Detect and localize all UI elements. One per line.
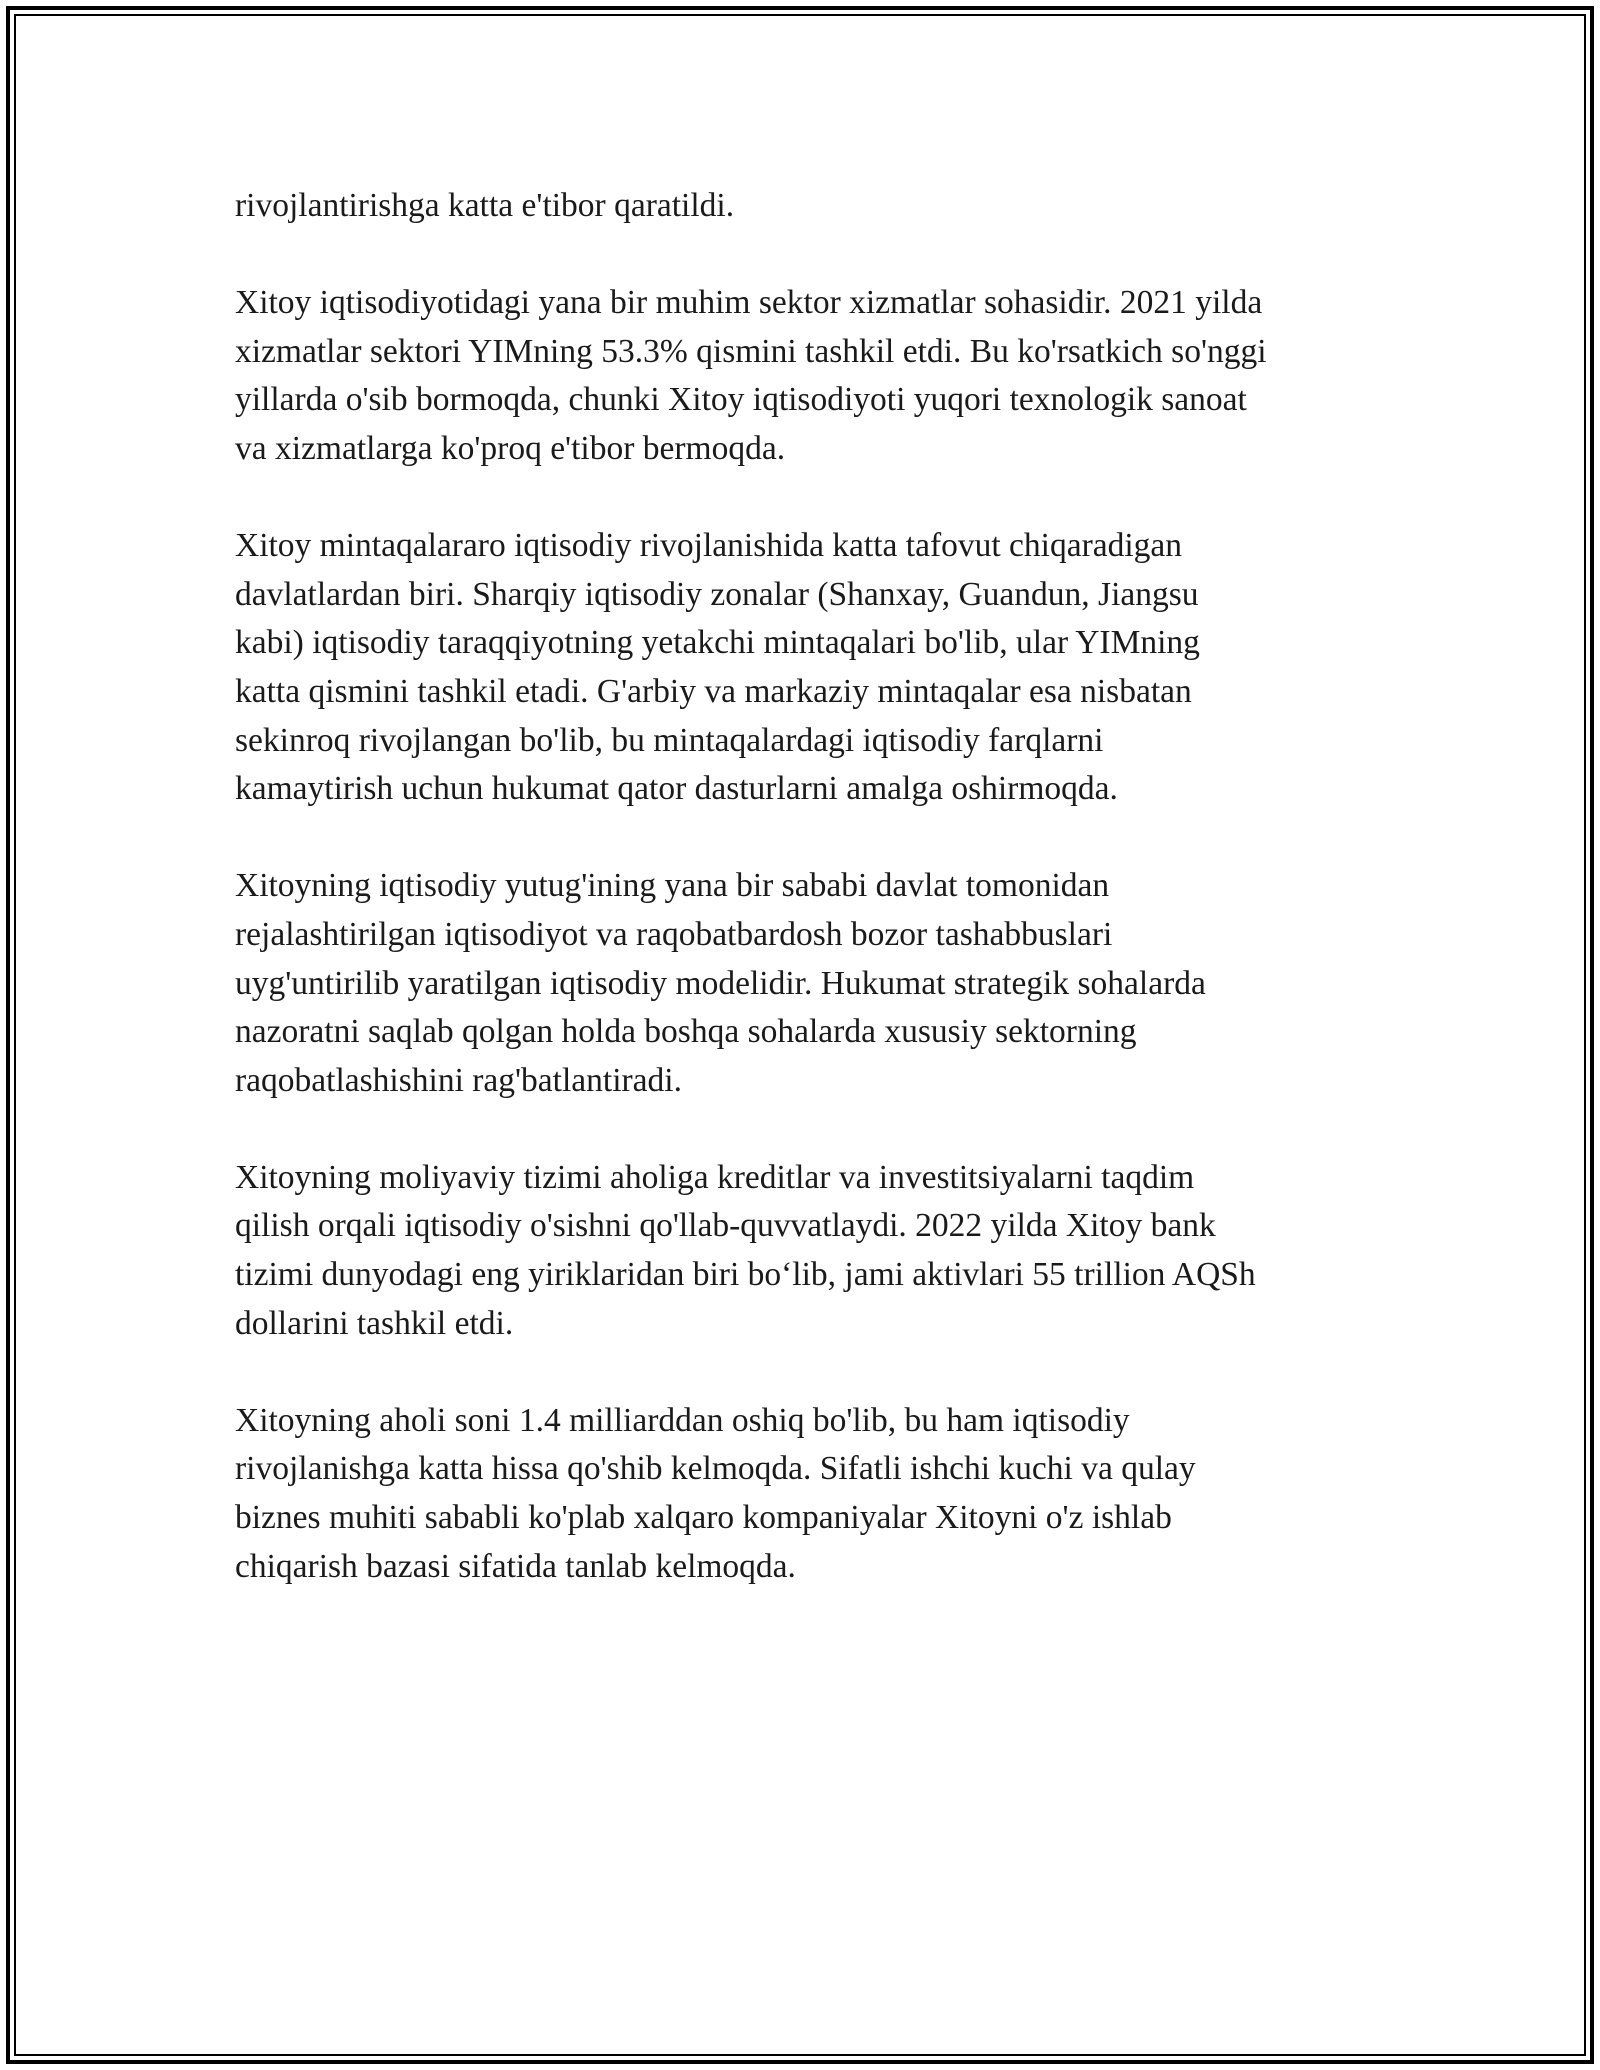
text-line: yillarda o'sib bormoqda, chunki Xitoy iqtisodiyoti yuqori texnologik sanoat bbox=[235, 381, 1247, 419]
text-line: raqobatlashishini rag'batlantiradi. bbox=[235, 1061, 682, 1099]
text-line: va xizmatlarga ko'proq e'tibor bermoqda. bbox=[235, 429, 786, 467]
text-line: xizmatlar sektori YIMning 53.3% qismini tashkil etdi. Bu ko'rsatkich so'nggi bbox=[235, 332, 1267, 370]
text-line: Xitoyning moliyaviy tizimi aholiga kreditlar va investitsiyalarni taqdim bbox=[235, 1158, 1195, 1196]
paragraph bbox=[235, 862, 1365, 1105]
text-line: sekinroq rivojlangan bo'lib, bu mintaqalardagi iqtisodiy farqlarni bbox=[235, 721, 1104, 759]
text-line: kamaytirish uchun hukumat qator dasturlarni amalga oshirmoqda. bbox=[235, 770, 1118, 808]
text-line: katta qismini tashkil etadi. G'arbiy va markaziy mintaqalar esa nisbatan bbox=[235, 672, 1192, 710]
text-line: rivojlanishga katta hissa qo'shib kelmoqda. Sifatli ishchi kuchi va qulay bbox=[235, 1450, 1196, 1488]
text-line: Xitoyning iqtisodiy yutug'ining yana bir sababi davlat tomonidan bbox=[235, 867, 1110, 905]
text-line: kabi) iqtisodiy taraqqiyotning yetakchi mintaqalari bo'lib, ular YIMning bbox=[235, 624, 1200, 662]
paragraph bbox=[235, 1154, 1365, 1348]
paragraph bbox=[235, 522, 1365, 814]
text-line: qilish orqali iqtisodiy o'sishni qo'llab-quvvatlaydi. 2022 yilda Xitoy bank bbox=[235, 1207, 1216, 1245]
text-line: nazoratni saqlab qolgan holda boshqa sohalarda xususiy sektorning bbox=[235, 1013, 1137, 1051]
text-line: chiqarish bazasi sifatida tanlab kelmoqda. bbox=[235, 1547, 796, 1585]
paragraph bbox=[235, 279, 1365, 473]
paragraph bbox=[235, 1397, 1365, 1591]
text-line: biznes muhiti sababli ko'plab xalqaro kompaniyalar Xitoyni o'z ishlab bbox=[235, 1499, 1172, 1537]
text-line: davlatlardan biri. Sharqiy iqtisodiy zonalar (Shanxay, Guandun, Jiangsu bbox=[235, 575, 1199, 613]
text-line: rivojlantirishga katta e'tibor qaratildi. bbox=[235, 187, 735, 224]
text-line: Xitoyning aholi soni 1.4 milliarddan oshiq bo'lib, bu ham iqtisodiy bbox=[235, 1401, 1130, 1439]
paragraph bbox=[235, 182, 1365, 231]
text-line: tizimi dunyodagi eng yiriklaridan biri bo‘lib, jami aktivlari 55 trillion AQSh bbox=[235, 1256, 1256, 1294]
text-line: uyg'untirilib yaratilgan iqtisodiy modelidir. Hukumat strategik sohalarda bbox=[235, 964, 1206, 1002]
text-line: Xitoy mintaqalararo iqtisodiy rivojlanishida katta tafovut chiqaradigan bbox=[235, 527, 1183, 565]
document-body bbox=[235, 182, 1365, 1640]
text-line: rejalashtirilgan iqtisodiyot va raqobatbardosh bozor tashabbuslari bbox=[235, 915, 1113, 953]
text-line: Xitoy iqtisodiyotidagi yana bir muhim sektor xizmatlar sohasidir. 2021 yilda bbox=[235, 284, 1263, 322]
text-line: dollarini tashkil etdi. bbox=[235, 1304, 514, 1342]
